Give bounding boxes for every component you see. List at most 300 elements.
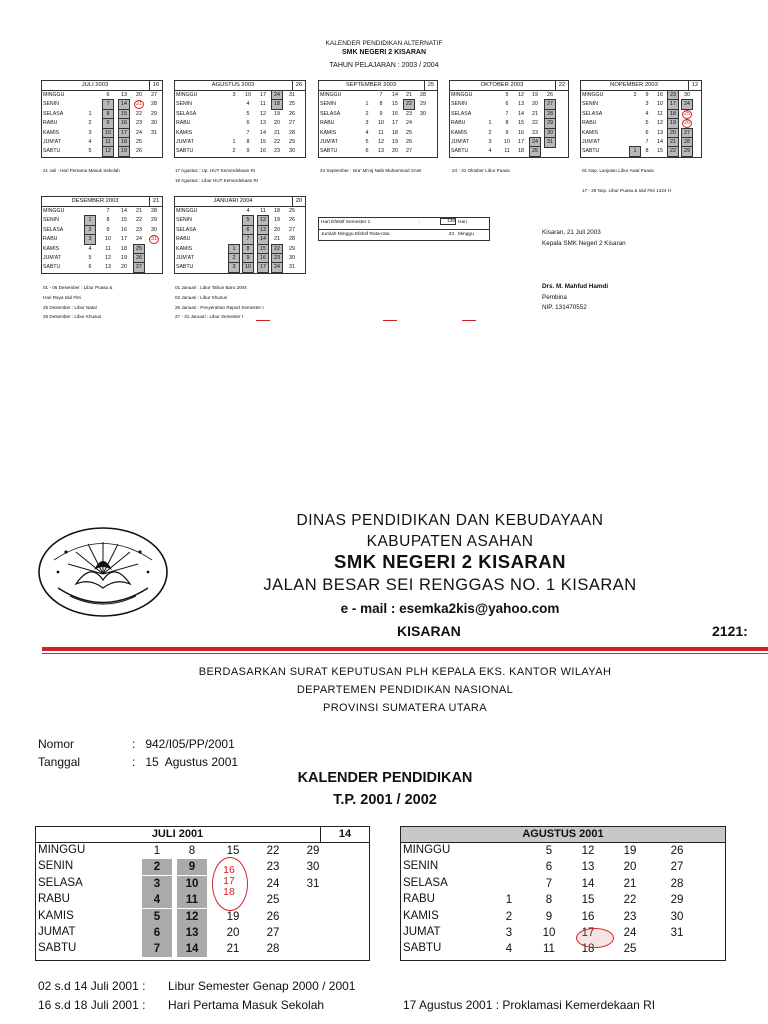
letterhead-red-rule bbox=[42, 647, 768, 651]
mini-calendar-header bbox=[581, 81, 701, 91]
effective-weeks-unit: Minggu bbox=[458, 232, 474, 237]
day-cell: 17 bbox=[392, 120, 398, 127]
signature-nip: NIP. 131470552 bbox=[542, 304, 587, 311]
day-cell: 20 bbox=[274, 120, 280, 127]
day-cell: 27 bbox=[289, 226, 295, 233]
day-cell: 18 bbox=[274, 208, 280, 214]
day-cell: 15 bbox=[260, 245, 266, 252]
mini-calendar-row bbox=[42, 235, 162, 244]
day-cell: 28 bbox=[289, 129, 295, 136]
note-desember-2: Hari Raya Idul Fitri bbox=[43, 295, 82, 300]
day-cell: 24 bbox=[136, 236, 142, 243]
day-cell: 12 bbox=[657, 120, 663, 127]
day-cell: 27 bbox=[670, 861, 684, 874]
day-name: SABTU bbox=[176, 148, 194, 155]
mini-calendar-title: SEPTEMBER 2003 bbox=[345, 82, 397, 88]
day-cell: 25 bbox=[266, 894, 280, 907]
decree-line-3: PROVINSI SUMATERA UTARA bbox=[322, 702, 488, 714]
day-cell: 1 bbox=[630, 147, 640, 156]
day-cell: 31 bbox=[547, 138, 553, 145]
day-cell: 31 bbox=[306, 877, 320, 890]
note-agustus-1: 17 Agustus : Up. HUT Kemerdekaan RI bbox=[175, 168, 256, 173]
day-cell: 23 bbox=[274, 148, 280, 155]
day-name: MINGGU bbox=[451, 92, 473, 98]
day-name: SELASA bbox=[176, 110, 197, 117]
day-cell: 25 bbox=[406, 129, 412, 136]
mini-calendar-header bbox=[175, 81, 305, 91]
day-cell: 14 bbox=[518, 110, 524, 117]
day-cell bbox=[494, 859, 524, 875]
day-name: RABU bbox=[582, 120, 597, 127]
mini-calendar-row bbox=[581, 138, 701, 147]
day-cell: 7 bbox=[545, 877, 553, 890]
day-cell: 19 bbox=[670, 120, 676, 127]
day-name: KAMIS bbox=[38, 909, 74, 922]
circle-marker bbox=[576, 928, 614, 948]
day-name: KAMIS bbox=[582, 129, 599, 136]
circled-day: 16 bbox=[223, 864, 235, 876]
day-name: RABU bbox=[176, 236, 191, 243]
day-cell: 8 bbox=[243, 245, 253, 254]
day-cell: 10 bbox=[177, 876, 207, 892]
nomor-label: Nomor bbox=[38, 737, 75, 751]
day-cell: 23 bbox=[136, 226, 142, 233]
day-cell: 2 bbox=[365, 110, 369, 117]
day-name: SABTU bbox=[451, 148, 469, 155]
day-name: SELASA bbox=[403, 876, 448, 889]
day-cell: 13 bbox=[378, 148, 384, 155]
day-cell: 16 bbox=[518, 129, 524, 136]
day-name: SENIN bbox=[38, 860, 74, 873]
day-cell: 20 bbox=[670, 129, 676, 136]
day-cell: 8 bbox=[188, 845, 196, 857]
day-cell: 29 bbox=[306, 845, 320, 857]
mini-calendar-count: 20 bbox=[292, 197, 305, 206]
letterhead-red-rule-thin bbox=[42, 653, 768, 654]
day-cell: 14 bbox=[392, 92, 398, 98]
effective-weeks-value: 23 bbox=[448, 232, 454, 237]
mini-calendar bbox=[580, 80, 702, 158]
mini-calendar-header bbox=[319, 81, 437, 91]
mini-calendar-row bbox=[175, 119, 305, 128]
red-mark bbox=[383, 320, 397, 321]
day-cell: 23 bbox=[266, 861, 280, 874]
mini-calendar-row bbox=[450, 129, 568, 138]
mini-calendar-row bbox=[319, 100, 437, 109]
mini-calendar-row bbox=[581, 91, 701, 100]
day-name: SENIN bbox=[43, 101, 59, 108]
signature-name: Drs. M. Mahfud Hamdi bbox=[542, 283, 609, 290]
day-cell: 24 bbox=[532, 138, 538, 145]
day-cell: 5 bbox=[545, 845, 553, 857]
day-cell: 28 bbox=[684, 138, 690, 145]
day-cell: 22 bbox=[532, 120, 538, 127]
note-september: 24 September : Isra' Mi'raj Nabi Muhammad SAW bbox=[320, 168, 422, 173]
day-cell: 2 bbox=[142, 859, 172, 875]
day-cell: 5 bbox=[645, 120, 649, 127]
day-cell: 3 bbox=[505, 926, 513, 939]
day-cell: 26 bbox=[136, 254, 142, 261]
mini-calendar-row bbox=[319, 147, 437, 156]
note-januari-2: 02 Januari : Libur Khusus bbox=[175, 295, 228, 300]
day-cell: 25 bbox=[136, 245, 142, 252]
footer-note-3: 17 Agustus 2001 : Proklamasi Kemerdekaan RI bbox=[403, 998, 656, 1012]
mini-calendar-row bbox=[450, 100, 568, 109]
day-cell: 22 bbox=[266, 845, 280, 857]
day-cell: 8 bbox=[379, 101, 383, 108]
mini-calendar bbox=[318, 80, 438, 158]
day-cell: 20 bbox=[274, 226, 280, 233]
mini-calendar-row bbox=[450, 110, 568, 119]
day-cell: 21 bbox=[274, 129, 280, 136]
mini-calendar-row bbox=[175, 245, 305, 254]
day-cell: 21 bbox=[136, 208, 142, 214]
mini-calendar-row bbox=[175, 263, 305, 272]
mini-calendar-row bbox=[450, 91, 568, 100]
mini-calendar-row bbox=[175, 216, 305, 225]
note-januari-3: 25 Januari : Penyerahan Raport Semester I bbox=[175, 305, 264, 310]
day-cell: 24 bbox=[274, 92, 280, 98]
note-januari-4: 27 - 31 Januari : Libur Semester I bbox=[175, 314, 244, 319]
day-cell: 17 bbox=[121, 129, 127, 136]
day-cell: 20 bbox=[623, 861, 637, 874]
calendar-row bbox=[401, 925, 725, 941]
day-cell: 25 bbox=[136, 138, 142, 145]
day-cell: 2 bbox=[85, 226, 95, 235]
mini-calendar bbox=[174, 80, 306, 158]
day-name: MINGGU bbox=[43, 208, 65, 214]
effective-days-sep: : bbox=[419, 220, 421, 225]
note-desember-3: 25 Desember : Libur Natal bbox=[43, 305, 97, 310]
note-agustus-2: 18 Agustus : Libur HUT Kemerdekaan RI bbox=[175, 178, 259, 183]
day-cell: 13 bbox=[260, 120, 266, 127]
day-name: SENIN bbox=[176, 217, 192, 224]
day-cell: 13 bbox=[121, 92, 127, 98]
day-cell: 11 bbox=[260, 208, 266, 214]
day-cell: 6 bbox=[365, 148, 369, 155]
day-cell: 4 bbox=[142, 892, 172, 908]
day-cell: 24 bbox=[406, 120, 412, 127]
day-cell: 3 bbox=[365, 120, 369, 127]
day-cell: 27 bbox=[684, 129, 690, 136]
tut-wuri-logo bbox=[36, 522, 170, 622]
day-cell: 20 bbox=[532, 101, 538, 108]
day-cell: 19 bbox=[623, 845, 637, 857]
day-cell: 19 bbox=[532, 92, 538, 98]
mini-calendar-row bbox=[42, 216, 162, 225]
day-cell: 23 bbox=[670, 92, 676, 98]
day-cell: 18 bbox=[518, 148, 524, 155]
footer-note-2-text: Hari Pertama Masuk Sekolah bbox=[168, 998, 325, 1012]
day-cell bbox=[298, 892, 328, 908]
day-cell: 8 bbox=[106, 217, 110, 224]
day-cell: 30 bbox=[289, 148, 295, 155]
day-cell: 28 bbox=[151, 101, 157, 108]
day-cell: 21 bbox=[532, 110, 538, 117]
day-name: SABTU bbox=[43, 148, 61, 155]
day-name: SENIN bbox=[176, 101, 192, 108]
tanggal-label: Tanggal bbox=[38, 755, 81, 769]
letterhead-line-2: KABUPATEN ASAHAN bbox=[366, 533, 534, 550]
day-name: MINGGU bbox=[176, 208, 198, 214]
calendar-row bbox=[401, 876, 725, 892]
mini-calendar-row bbox=[42, 91, 162, 100]
day-cell: 12 bbox=[177, 909, 207, 925]
mini-calendar-row bbox=[175, 110, 305, 119]
day-cell: 12 bbox=[581, 845, 595, 857]
day-cell: 5 bbox=[365, 138, 369, 145]
day-cell: 5 bbox=[246, 110, 250, 117]
day-cell: 29 bbox=[547, 120, 553, 127]
calendar-row bbox=[401, 843, 725, 859]
day-cell: 11 bbox=[103, 138, 113, 147]
mini-calendar-row bbox=[42, 110, 162, 119]
top-title: KALENDER PENDIDIKAN ALTERNATIF bbox=[325, 40, 443, 47]
decree-line-2: DEPARTEMEN PENDIDIKAN NASIONAL bbox=[296, 684, 514, 696]
day-cell: 18 bbox=[670, 110, 676, 117]
day-cell: 19 bbox=[274, 217, 280, 224]
mini-calendar-row bbox=[175, 226, 305, 235]
day-cell: 22 bbox=[623, 894, 637, 907]
day-cell: 17 bbox=[581, 926, 595, 939]
day-cell: 11 bbox=[260, 101, 266, 108]
day-cell: 31 bbox=[289, 264, 295, 271]
day-cell: 4 bbox=[365, 129, 369, 136]
day-name: RABU bbox=[451, 120, 466, 127]
day-cell: 12 bbox=[105, 254, 111, 261]
day-cell: 29 bbox=[670, 894, 684, 907]
calendar-row bbox=[401, 909, 725, 925]
mini-calendar-count: 25 bbox=[424, 81, 437, 90]
note-januari-1: 01 Januari : Libur Tahun Baru 2004 bbox=[175, 285, 247, 290]
day-cell: 5 bbox=[505, 92, 509, 98]
mini-calendar-row bbox=[175, 235, 305, 244]
day-name: SELASA bbox=[320, 110, 341, 117]
day-cell: 2 bbox=[488, 129, 492, 136]
day-cell: 26 bbox=[547, 92, 553, 98]
effective-days-box bbox=[318, 217, 490, 241]
day-cell: 18 bbox=[581, 943, 595, 956]
day-cell: 3 bbox=[88, 129, 92, 136]
day-cell: 18 bbox=[121, 138, 127, 145]
mini-calendar-row bbox=[42, 245, 162, 254]
day-cell: 11 bbox=[105, 245, 111, 252]
calendar-row bbox=[36, 859, 369, 875]
calendar-row bbox=[401, 892, 725, 908]
day-cell: 24 bbox=[684, 101, 690, 108]
day-cell: 14 bbox=[657, 138, 663, 145]
mini-calendar-count: 22 bbox=[555, 81, 568, 90]
mini-calendar-row bbox=[319, 110, 437, 119]
day-cell: 26 bbox=[136, 148, 142, 155]
day-cell: 13 bbox=[260, 226, 266, 233]
day-cell: 21 bbox=[670, 138, 676, 145]
day-cell: 8 bbox=[545, 894, 553, 907]
day-cell: 9 bbox=[103, 119, 113, 128]
day-cell: 10 bbox=[245, 264, 251, 271]
day-cell: 3 bbox=[488, 138, 492, 145]
day-cell: 7 bbox=[103, 100, 113, 109]
day-cell bbox=[494, 843, 524, 859]
mini-calendar-row bbox=[175, 129, 305, 138]
day-cell: 1 bbox=[505, 894, 513, 907]
day-cell: 1 bbox=[85, 216, 95, 225]
note-desember-4: 26 Desember : Libur Khusus bbox=[43, 314, 102, 319]
mini-calendar-row bbox=[581, 110, 701, 119]
day-cell: 1 bbox=[88, 110, 92, 117]
day-name: RABU bbox=[43, 236, 58, 243]
nomor-value: : 942/I05/PP/2001 bbox=[132, 737, 235, 751]
day-cell: 16 bbox=[121, 226, 127, 233]
day-cell: 19 bbox=[121, 148, 127, 155]
note-nopember-2: 17 - 29 Nop. Libur Puasa & Idul Fitri 1424 H bbox=[582, 188, 672, 193]
day-cell: 15 bbox=[581, 894, 595, 907]
day-cell: 15 bbox=[260, 138, 266, 145]
day-cell: 22 bbox=[406, 101, 412, 108]
day-cell: 26 bbox=[289, 110, 295, 117]
day-cell: 6 bbox=[243, 226, 253, 235]
day-cell: 28 bbox=[266, 943, 280, 956]
day-cell: 1 bbox=[229, 245, 239, 254]
day-cell: 2 bbox=[633, 92, 637, 98]
day-cell: 23 bbox=[532, 129, 538, 136]
day-cell: 2 bbox=[232, 148, 236, 155]
day-cell: 8 bbox=[103, 110, 113, 119]
day-cell: 26 bbox=[670, 845, 684, 857]
day-cell: 12 bbox=[260, 110, 266, 117]
effective-weeks-label: Jumlah Minggu Efektif Rata-rata bbox=[321, 232, 390, 237]
day-cell: 25 bbox=[289, 208, 295, 214]
mini-calendar-header bbox=[175, 197, 305, 207]
day-cell: 25 bbox=[532, 148, 538, 155]
day-cell: 20 bbox=[121, 264, 127, 271]
day-name: MINGGU bbox=[176, 92, 198, 98]
mini-calendar-row bbox=[175, 100, 305, 109]
day-cell: 14 bbox=[260, 236, 266, 243]
day-cell: 18 bbox=[274, 101, 280, 108]
day-cell: 1 bbox=[488, 120, 492, 127]
day-cell: 11 bbox=[657, 110, 663, 117]
mini-calendar-row bbox=[450, 147, 568, 156]
effective-days-value: 136 bbox=[440, 218, 456, 225]
day-cell: 4 bbox=[88, 138, 92, 145]
day-name: KAMIS bbox=[451, 129, 468, 136]
day-cell: 6 bbox=[142, 925, 172, 941]
mini-calendar-row bbox=[42, 263, 162, 272]
effective-days-unit: Hari bbox=[458, 220, 467, 225]
day-cell: 2 bbox=[505, 910, 513, 923]
day-cell: 13 bbox=[105, 264, 111, 271]
day-cell: 7 bbox=[379, 92, 383, 98]
letterhead-email: e - mail : esemka2kis@yahoo.com bbox=[340, 601, 560, 616]
day-cell: 22 bbox=[136, 110, 142, 117]
day-name: SELASA bbox=[582, 110, 603, 117]
note-desember-1: 01 - 06 Desember : Libur Puasa & bbox=[43, 285, 113, 290]
day-cell: 31 bbox=[151, 129, 157, 136]
day-cell: 10 bbox=[105, 129, 111, 136]
day-name: SELASA bbox=[43, 226, 64, 233]
day-cell: 27 bbox=[406, 148, 412, 155]
day-cell: 27 bbox=[289, 120, 295, 127]
day-cell: 28 bbox=[670, 877, 684, 890]
day-cell: 7 bbox=[106, 208, 110, 214]
day-cell: 30 bbox=[420, 110, 426, 117]
mini-calendar-row bbox=[175, 91, 305, 100]
top-year: TAHUN PELAJARAN : 2003 / 2004 bbox=[329, 62, 439, 69]
mini-calendar-header bbox=[42, 81, 162, 91]
day-cell: 18 bbox=[121, 245, 127, 252]
day-cell: 4 bbox=[88, 245, 92, 252]
mini-calendar-row bbox=[42, 100, 162, 109]
effective-days-label: Hari Efektif Semester 1 bbox=[321, 220, 371, 225]
day-cell: 27 bbox=[547, 101, 553, 108]
day-name: SELASA bbox=[451, 110, 472, 117]
day-name: JUM'AT bbox=[451, 138, 469, 145]
day-cell: 22 bbox=[274, 138, 280, 145]
day-cell: 30 bbox=[684, 92, 690, 98]
day-cell: 26 bbox=[289, 217, 295, 224]
day-name: KAMIS bbox=[43, 129, 60, 136]
mini-calendar-row bbox=[319, 119, 437, 128]
day-cell bbox=[662, 941, 692, 957]
calendar-row bbox=[401, 941, 725, 957]
day-cell bbox=[298, 909, 328, 925]
day-cell bbox=[298, 925, 328, 941]
mini-calendar-count: 26 bbox=[292, 81, 305, 90]
day-cell: 31 bbox=[670, 926, 684, 939]
day-cell: 16 bbox=[581, 910, 595, 923]
day-cell: 29 bbox=[151, 110, 157, 117]
day-name: KAMIS bbox=[320, 129, 337, 136]
day-cell: 12 bbox=[260, 217, 266, 224]
day-cell: 7 bbox=[645, 138, 649, 145]
day-cell: 29 bbox=[289, 245, 295, 252]
day-name: SENIN bbox=[403, 860, 439, 873]
day-cell: 4 bbox=[246, 208, 250, 214]
day-cell: 8 bbox=[246, 138, 250, 145]
day-cell: 21 bbox=[226, 943, 240, 956]
note-juli: 21 Juli : Hari Pertama Masuk Sekolah bbox=[43, 168, 120, 173]
day-cell: 9 bbox=[545, 910, 553, 923]
day-cell: 5 bbox=[88, 148, 92, 155]
mini-calendar-row bbox=[175, 254, 305, 263]
day-cell: 13 bbox=[657, 129, 663, 136]
day-cell: 11 bbox=[543, 943, 555, 956]
day-cell bbox=[494, 876, 524, 892]
juli-2001-calendar bbox=[35, 826, 370, 961]
day-cell: 11 bbox=[378, 129, 384, 136]
footer-note-1-date: 02 s.d 14 Juli 2001 : bbox=[38, 979, 146, 993]
day-cell: 18 bbox=[392, 129, 398, 136]
mini-calendar-title: JULI 2003 bbox=[81, 82, 109, 88]
day-cell: 29 bbox=[420, 101, 426, 108]
day-cell: 27 bbox=[151, 92, 157, 98]
calendar-row bbox=[36, 876, 369, 892]
day-cell: 22 bbox=[136, 217, 142, 224]
day-cell: 20 bbox=[226, 926, 240, 939]
day-name: RABU bbox=[403, 893, 435, 906]
day-cell: 11 bbox=[177, 892, 207, 908]
mini-calendar bbox=[174, 196, 306, 274]
day-cell: 20 bbox=[392, 148, 398, 155]
day-cell: 30 bbox=[547, 129, 553, 136]
red-mark bbox=[462, 320, 476, 321]
mini-calendar-count: 16 bbox=[149, 81, 162, 90]
day-name: SELASA bbox=[43, 110, 64, 117]
day-cell: 9 bbox=[505, 129, 509, 136]
circled-day: 18 bbox=[223, 886, 235, 898]
day-cell: 28 bbox=[151, 208, 157, 214]
